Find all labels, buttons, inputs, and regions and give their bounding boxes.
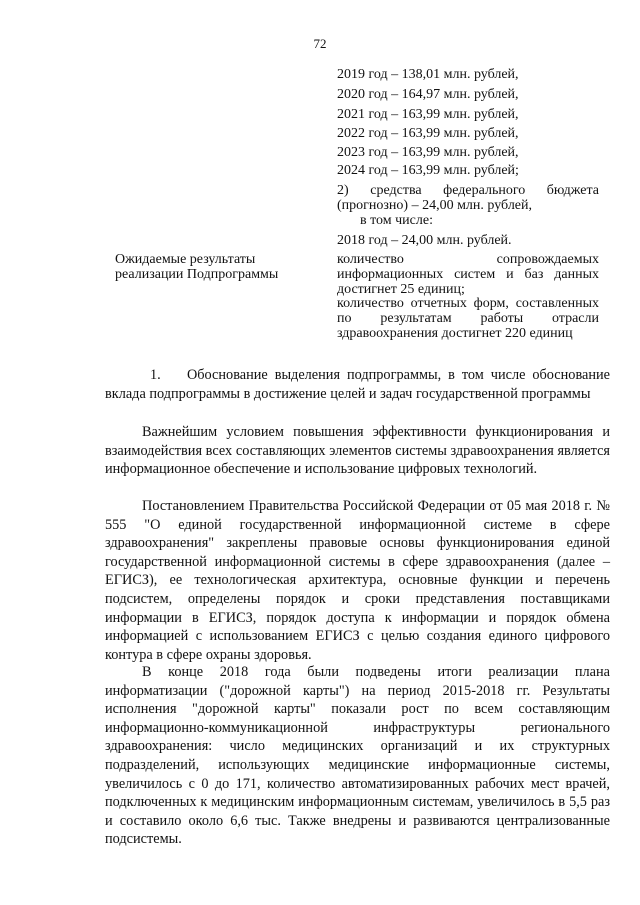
funding-year-2020: 2020 год – 164,97 млн. рублей, [337,87,519,102]
federal-budget-text: 2) средства федерального бюджета (прогнозно) – 24,00 млн. рублей, [337,183,599,213]
page-number: 72 [313,36,327,51]
expected-result-item-2: количество отчетных форм, составленных по результатам работы отрасли здравоохранения достигнет 220 единиц [337,296,599,341]
funding-year-2021: 2021 год – 163,99 млн. рублей, [337,107,519,122]
section-number: 1. [150,367,161,383]
funding-year-2022: 2022 год – 163,99 млн. рублей, [337,126,519,141]
funding-year-2019: 2019 год – 138,01 млн. рублей, [337,67,519,82]
funding-year-2024: 2024 год – 163,99 млн. рублей; [337,163,519,178]
paragraph-3: В конце 2018 года были подведены итоги реализации плана информатизации ("дорожной карты") на период 2015-2018 гг. Результаты исполнения "дорожной карты" показали рост по всем составляющим информационно-коммуникационной инфраструктуры регионального здравоохранения: число медицинских организаций и их структурных подразделений, использующих медицинские информационные системы, увеличилось с 0 до 171, количество автоматизированных рабочих мест врачей, подключенных к медицинским информационным системам, увеличилось в 5,5 раз и составило около 6,6 тыс. Также внедрены и развиваются централизованные подсистемы. [105,664,610,848]
including-label: в том числе: [360,213,433,228]
section-heading [105,366,610,403]
expected-result-item-1: количество сопровождаемых информационных систем и баз данных достигнет 25 единиц; [337,252,599,297]
federal-2018: 2018 год – 24,00 млн. рублей. [337,233,512,248]
expected-results-label: Ожидаемые результаты реализации Подпрограммы [115,252,279,282]
paragraph-2: Постановлением Правительства Российской Федерации от 05 мая 2018 г. № 555 "О единой государственной информационной системе в сфере здравоохранения" закреплены правовые основы функционирования единой государственной информационной системы в сфере здравоохранения (далее – ЕГИСЗ), ее технологическая архитектура, основные функции и перечень подсистем, определены порядок и сроки представления поставщиками информации в ЕГИСЗ, порядок доступа к информации и порядок обмена информацией с использованием ЕГИСЗ с целью создания единого цифрового контура в сфере охраны здоровья. [105,498,610,663]
section-heading-text: Обоснование выделения подпрограммы, в том числе обоснование вклада подпрограммы в достижение целей и задач государственной программы [105,367,611,402]
paragraph-1: Важнейшим условием повышения эффективности функционирования и взаимодействия всех составляющих элементов системы здравоохранения является информационное обеспечение и использование цифровых технологий. [105,424,610,478]
funding-year-2023: 2023 год – 163,99 млн. рублей, [337,145,519,160]
